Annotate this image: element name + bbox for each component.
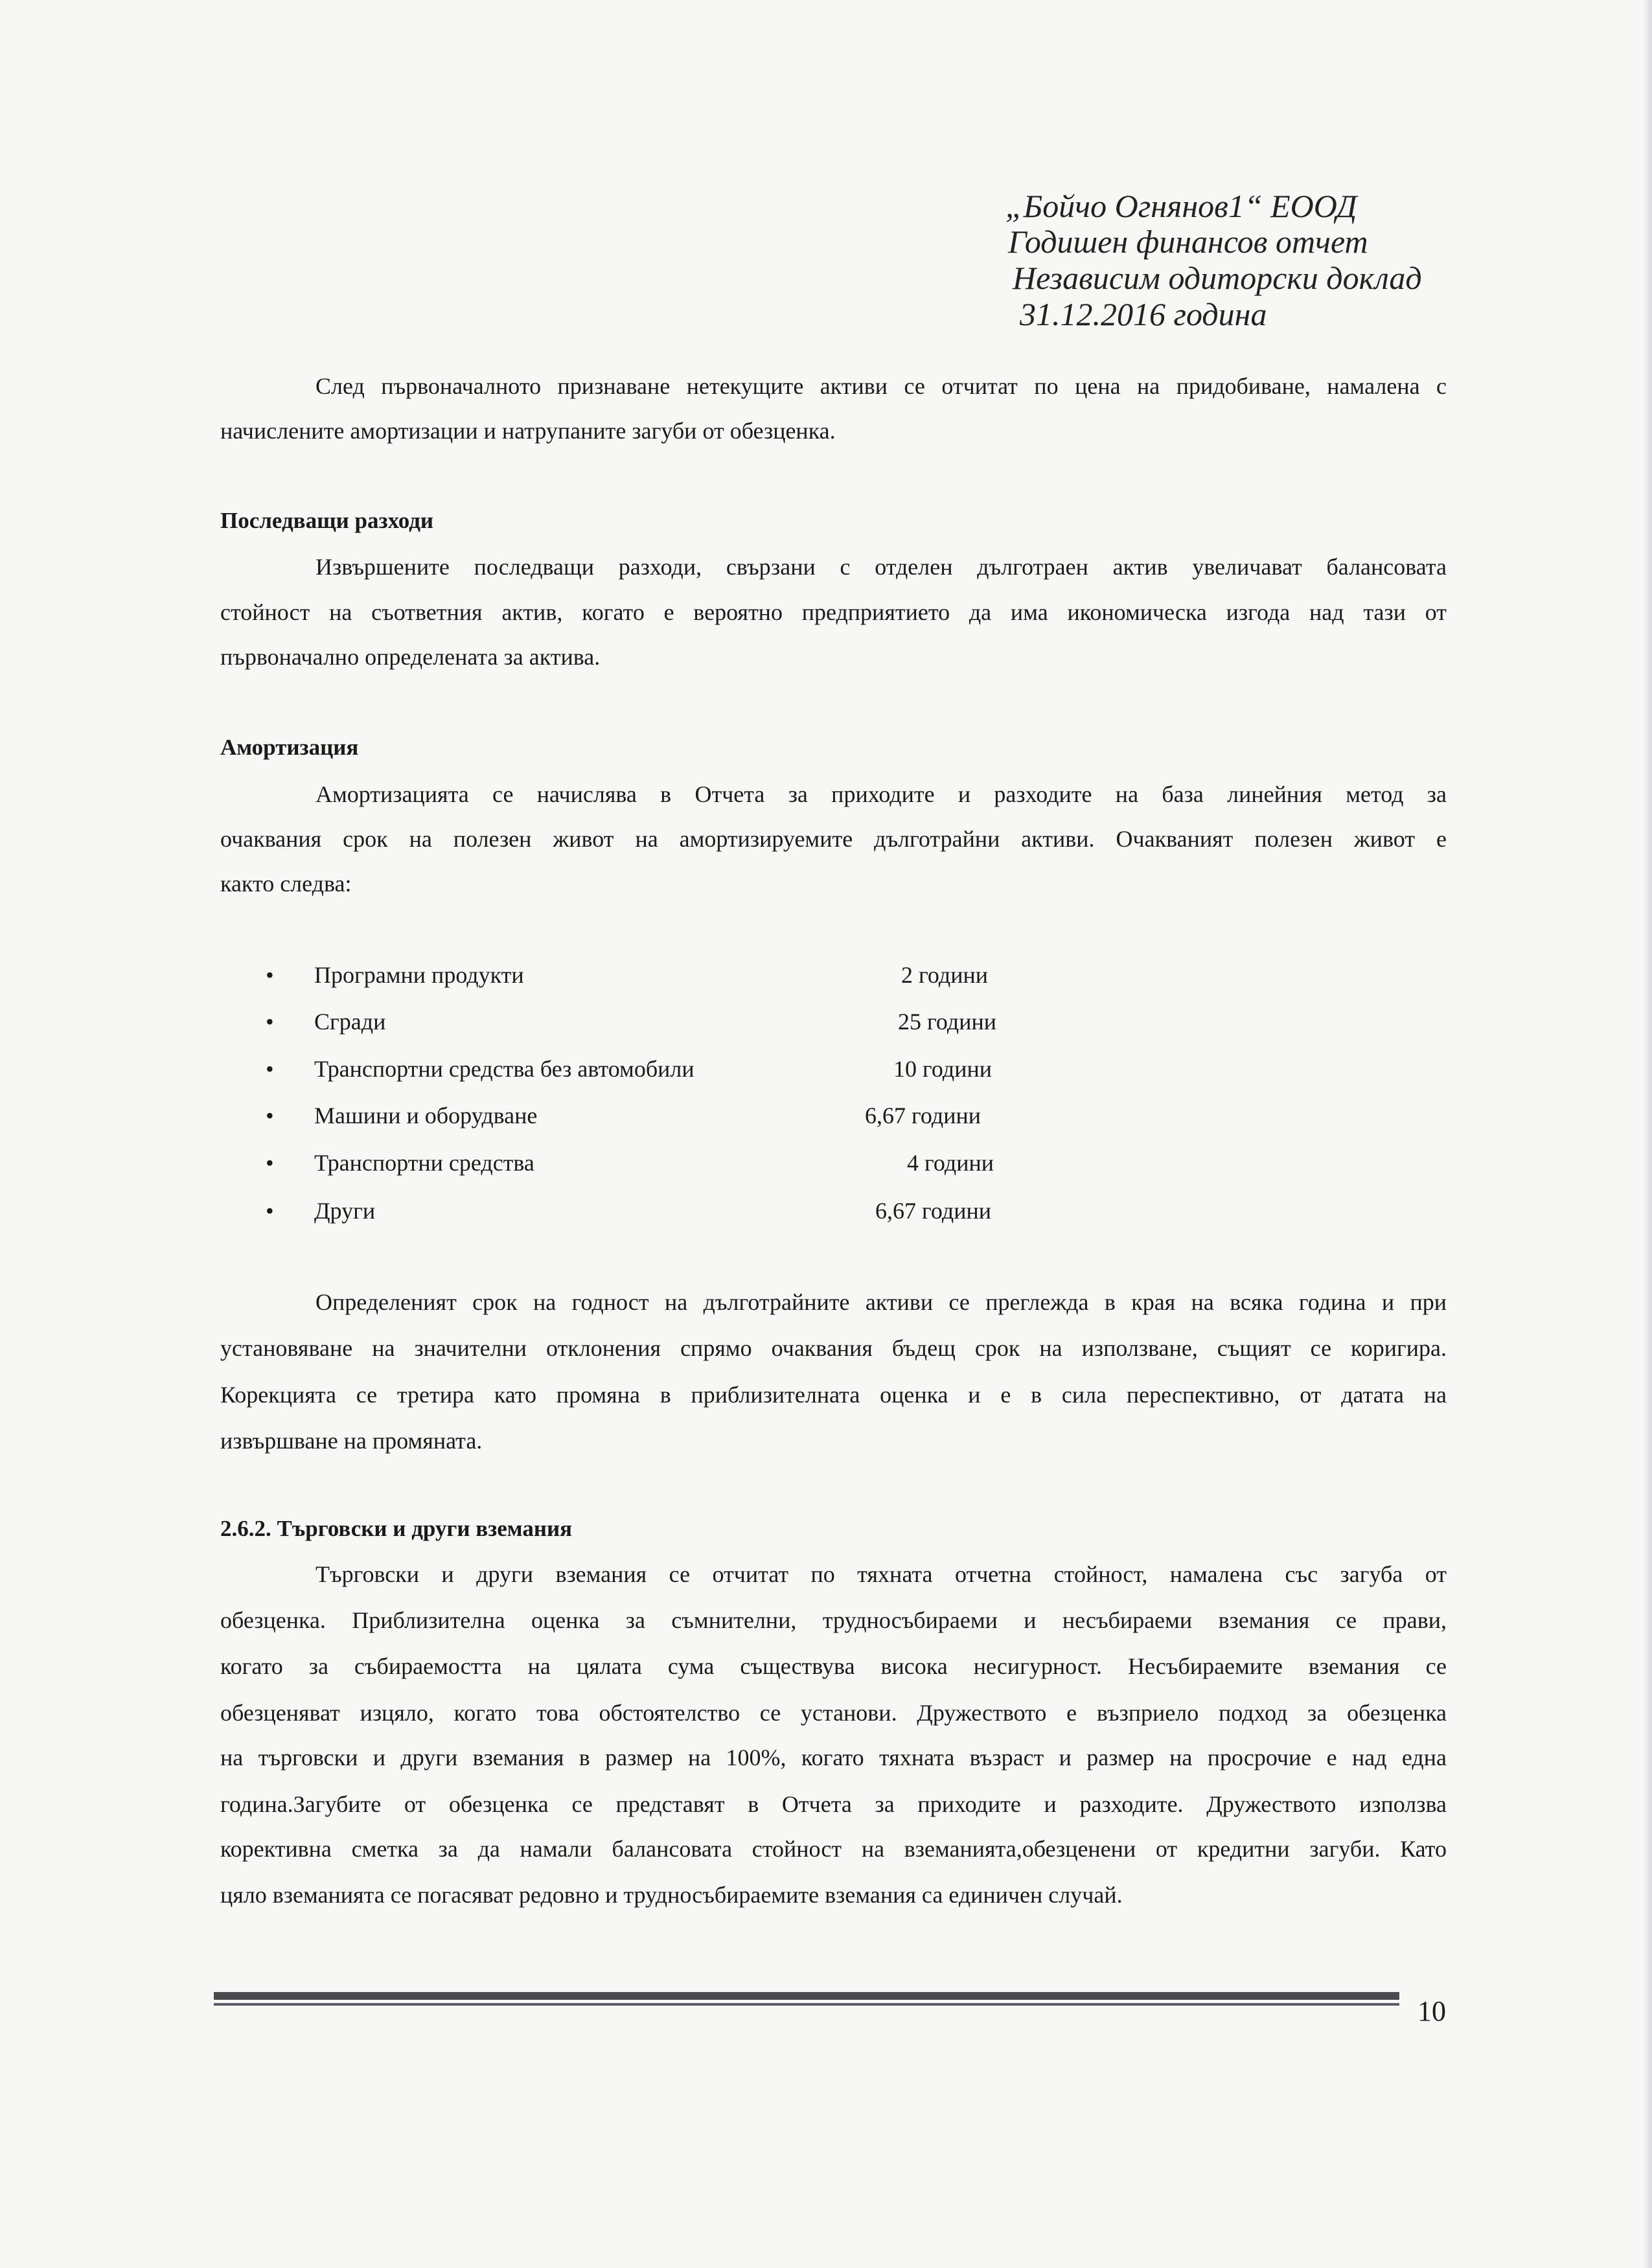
footer-rule-thick (214, 1992, 1399, 2000)
bullet-icon: • (266, 1056, 274, 1082)
paragraph-line: корективна сметка за да намали балансовата стойност на вземанията,обезценени от кредитни загуби. Като (220, 1836, 1447, 1862)
paragraph-line: Корекцията се третира като промяна в приблизителната оценка и е в сила переспективно, от датата на (220, 1382, 1447, 1408)
header-date: 31.12.2016 година (1020, 296, 1267, 332)
paragraph-line: първоначално определената за актива. (220, 644, 601, 670)
list-item (0, 1197, 1652, 1225)
bullet-icon: • (266, 962, 274, 988)
section-heading: 2.6.2. Търговски и други вземания (220, 1516, 573, 1541)
section-heading: Последващи разходи (220, 508, 434, 533)
page-number: 10 (1417, 1995, 1446, 2027)
list-item (0, 1101, 1652, 1130)
asset-label: Транспортни средства (314, 1150, 534, 1176)
asset-label: Машини и оборудване (314, 1103, 538, 1128)
useful-life: 10 години (893, 1056, 992, 1082)
paragraph-line: начислените амортизации и натрупаните загуби от обезценка. (220, 418, 836, 444)
asset-label: Други (314, 1198, 376, 1224)
paragraph-line: Извършените последващи разходи, свързани с отделен дълготраен актив увеличават балансовата (315, 554, 1447, 580)
list-item (0, 1007, 1652, 1036)
asset-label: Транспортни средства без автомобили (314, 1056, 694, 1082)
paragraph-line: Амортизацията се начислява в Отчета за приходите и разходите на база линейния метод за (315, 781, 1447, 807)
paragraph-line: След първоначалното признаване нетекущите активи се отчитат по цена на придобиване, намалена с (315, 373, 1447, 399)
paragraph-line: Определеният срок на годност на дълготрайните активи се преглежда в края на всяка година и при (315, 1289, 1447, 1315)
useful-life: 6,67 години (865, 1103, 981, 1128)
footer-rule-thin (214, 2003, 1399, 2006)
paragraph-line: обезценка. Приблизителна оценка за съмнителни, трудносъбираеми и несъбираеми вземания се прави, (220, 1607, 1447, 1633)
paragraph-line: обезценяват изцяло, когато това обстоятелство се установи. Дружеството е възприело подход за обезценка (220, 1700, 1447, 1726)
list-item (0, 1149, 1652, 1177)
paragraph-line: установяване на значителни отклонения спрямо очаквания бъдещ срок на използване, същият се коригира. (220, 1335, 1447, 1361)
list-item (0, 961, 1652, 989)
bullet-icon: • (266, 1103, 274, 1128)
bullet-icon: • (266, 1150, 274, 1176)
useful-life: 6,67 години (875, 1198, 991, 1224)
paragraph-line: когато за събираемостта на цялата сума съществува висока несигурност. Несъбираемите вземания се (220, 1653, 1447, 1679)
useful-life: 4 години (907, 1150, 994, 1176)
header-audit: Независим одиторски доклад (1013, 260, 1422, 296)
paragraph-line: както следва: (220, 871, 352, 897)
paragraph-line: стойност на съответния актив, когато е вероятно предприятието да има икономическа изгода над тази от (220, 599, 1447, 625)
header-company: „Бойчо Огнянов1“ ЕООД (1005, 188, 1357, 224)
paragraph-line: очаквания срок на полезен живот на амортизируемите дълготрайни активи. Очакваният полезен живот е (220, 826, 1447, 852)
useful-life: 2 години (901, 962, 988, 988)
paragraph-line: на търговски и други вземания в размер на 100%, когато тяхната възраст и размер на просрочие е над една (220, 1745, 1447, 1770)
asset-label: Програмни продукти (314, 962, 524, 988)
bullet-icon: • (266, 1009, 274, 1035)
useful-life: 25 години (898, 1009, 996, 1035)
paragraph-line: извършване на промяната. (220, 1428, 483, 1454)
list-item (0, 1055, 1652, 1083)
header-report: Годишен финансов отчет (1008, 223, 1368, 260)
paragraph-line: Търговски и други вземания се отчитат по тяхната отчетна стойност, намалена със загуба от (315, 1561, 1447, 1587)
paragraph-line: година.Загубите от обезценка се представят в Отчета за приходите и разходите. Дружеството използва (220, 1791, 1447, 1817)
paragraph-line: цяло вземанията се погасяват редовно и трудносъбираемите вземания са единичен случай. (220, 1882, 1123, 1908)
scan-edge-shadow (1643, 0, 1652, 2268)
bullet-icon: • (266, 1198, 274, 1224)
asset-label: Сгради (314, 1009, 386, 1035)
section-heading: Амортизация (220, 735, 359, 760)
